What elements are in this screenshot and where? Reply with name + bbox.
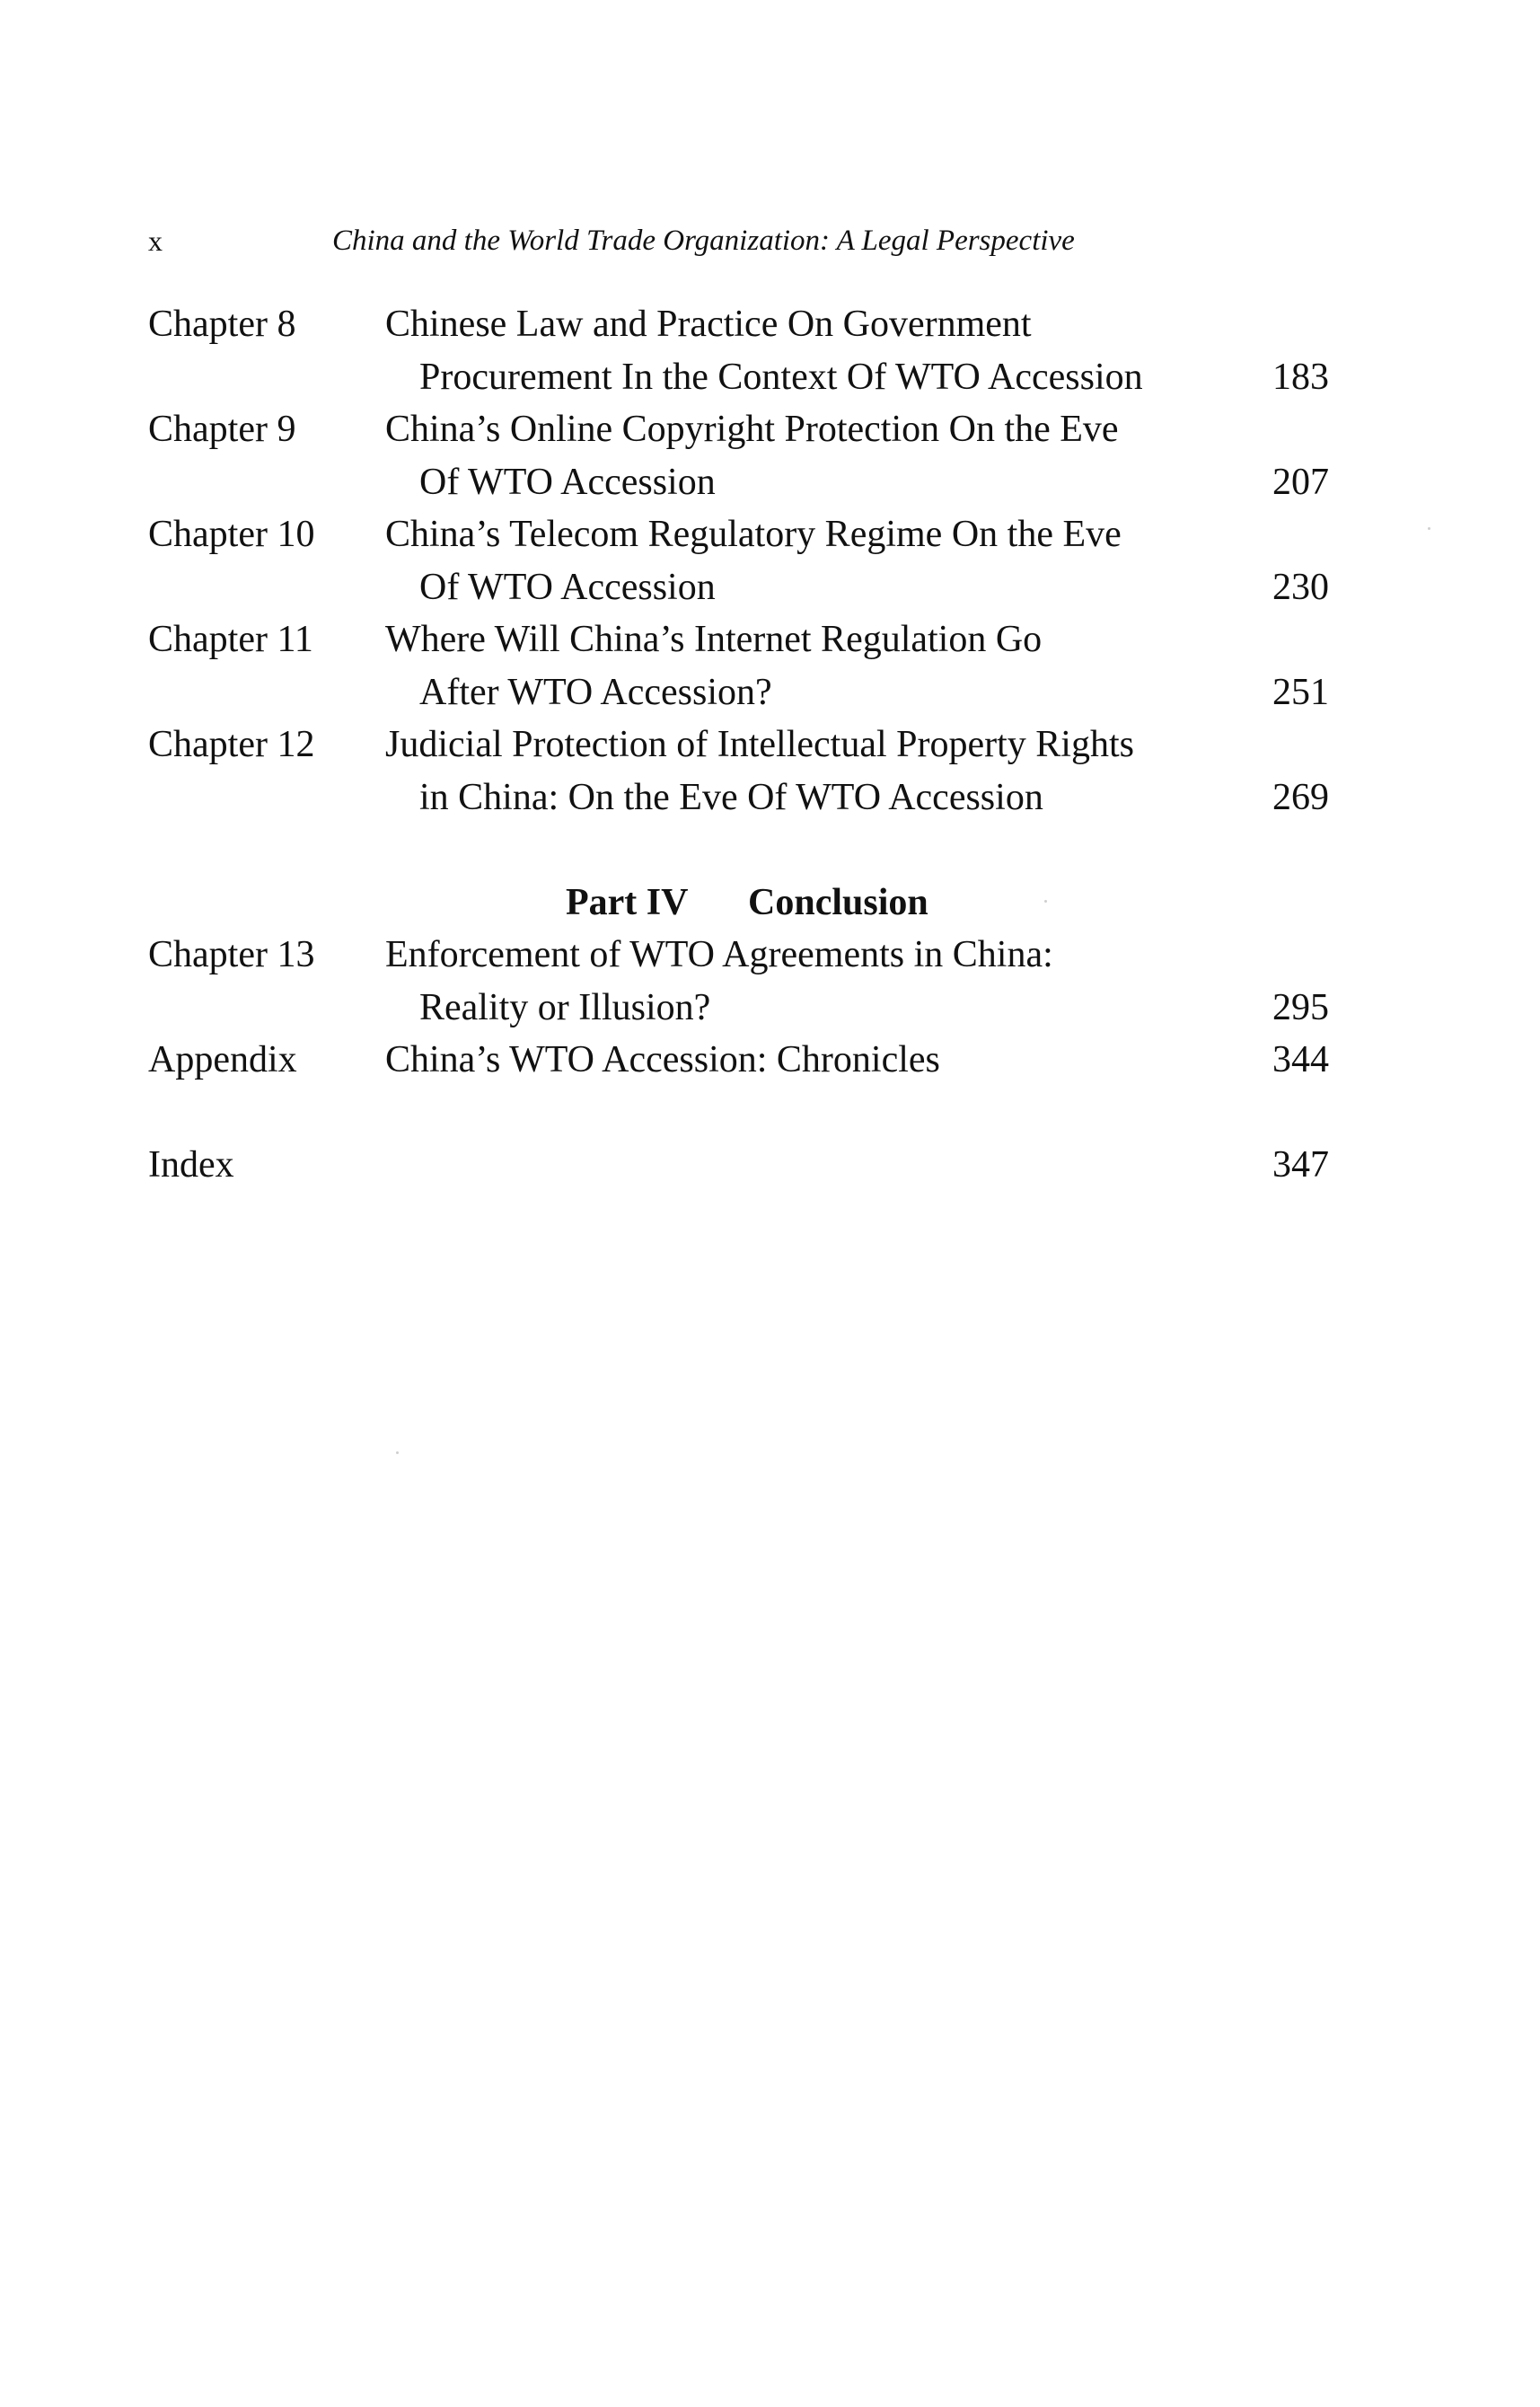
- toc-entry-title: Where Will China’s Internet Regulation Go: [385, 619, 1043, 660]
- toc-entry-page-number: 347: [1272, 1144, 1329, 1186]
- toc-entry-title-continued: Reality or Illusion?: [419, 986, 711, 1028]
- part-number: Part IV: [566, 881, 689, 923]
- header-running-title: China and the World Trade Organization: A Legal Perspective: [332, 225, 1075, 257]
- toc-entry-chapter-13-continued: [148, 982, 1369, 1035]
- toc-entry-title: China’s WTO Accession: Chronicles: [385, 1039, 940, 1080]
- toc-entry-page-number: 207: [1272, 461, 1329, 503]
- toc-entry-title: Enforcement of WTO Agreements in China:: [385, 934, 1053, 975]
- toc-entry-title-continued: in China: On the Eve Of WTO Accession: [419, 776, 1043, 818]
- toc-entry-label: Chapter 8: [148, 304, 296, 345]
- running-header: [148, 225, 1405, 269]
- scan-speck: [396, 1451, 399, 1454]
- toc-entry-chapter-9: [148, 403, 1369, 456]
- toc-entry-chapter-12-continued: [148, 771, 1369, 824]
- toc-entry-title: China’s Telecom Regulatory Regime On the Eve: [385, 514, 1122, 555]
- toc-entry-title: Judicial Protection of Intellectual Property Rights: [385, 724, 1134, 765]
- toc-entry-title-continued: Of WTO Accession: [419, 461, 716, 503]
- toc-entry-chapter-11-continued: [148, 666, 1369, 719]
- toc-entry-label: Chapter 13: [148, 934, 315, 975]
- toc-entry-chapter-9-continued: [148, 456, 1369, 509]
- part-heading: [148, 877, 1369, 930]
- toc-entry-chapter-8: [148, 298, 1369, 351]
- table-of-contents: [148, 298, 1369, 1192]
- part-name: Conclusion: [748, 881, 928, 923]
- scan-speck: [1428, 527, 1430, 530]
- section-gap: [148, 824, 1369, 877]
- toc-entry-page-number: 344: [1272, 1039, 1329, 1080]
- toc-entry-label: Index: [148, 1144, 234, 1186]
- toc-entry-chapter-11: [148, 613, 1369, 666]
- toc-entry-title-continued: Of WTO Accession: [419, 566, 716, 608]
- header-page-number: x: [148, 225, 163, 257]
- toc-entry-page-number: 269: [1272, 776, 1329, 818]
- toc-entry-label: Chapter 11: [148, 619, 313, 660]
- toc-entry-title: Chinese Law and Practice On Government: [385, 304, 1032, 345]
- toc-entry-page-number: 183: [1272, 356, 1329, 398]
- toc-entry-chapter-10-continued: [148, 561, 1369, 614]
- toc-entry-chapter-12: [148, 719, 1369, 771]
- scan-speck: [1044, 900, 1047, 903]
- section-gap: [148, 1087, 1369, 1140]
- toc-entry-chapter-13: [148, 929, 1369, 982]
- toc-entry-appendix: [148, 1034, 1369, 1087]
- toc-entry-label: Chapter 9: [148, 409, 296, 450]
- toc-entry-label: Chapter 12: [148, 724, 315, 765]
- toc-entry-page-number: 251: [1272, 671, 1329, 713]
- toc-entry-chapter-10: [148, 508, 1369, 561]
- toc-entry-page-number: 230: [1272, 566, 1329, 608]
- toc-entry-title: China’s Online Copyright Protection On the Eve: [385, 409, 1119, 450]
- toc-entry-label: Appendix: [148, 1039, 297, 1080]
- toc-entry-chapter-8-continued: [148, 351, 1369, 404]
- toc-entry-title-continued: Procurement In the Context Of WTO Accession: [419, 356, 1143, 398]
- toc-entry-label: Chapter 10: [148, 514, 315, 555]
- toc-entry-page-number: 295: [1272, 986, 1329, 1028]
- toc-entry-index: [148, 1139, 1369, 1192]
- toc-entry-title-continued: After WTO Accession?: [419, 671, 772, 713]
